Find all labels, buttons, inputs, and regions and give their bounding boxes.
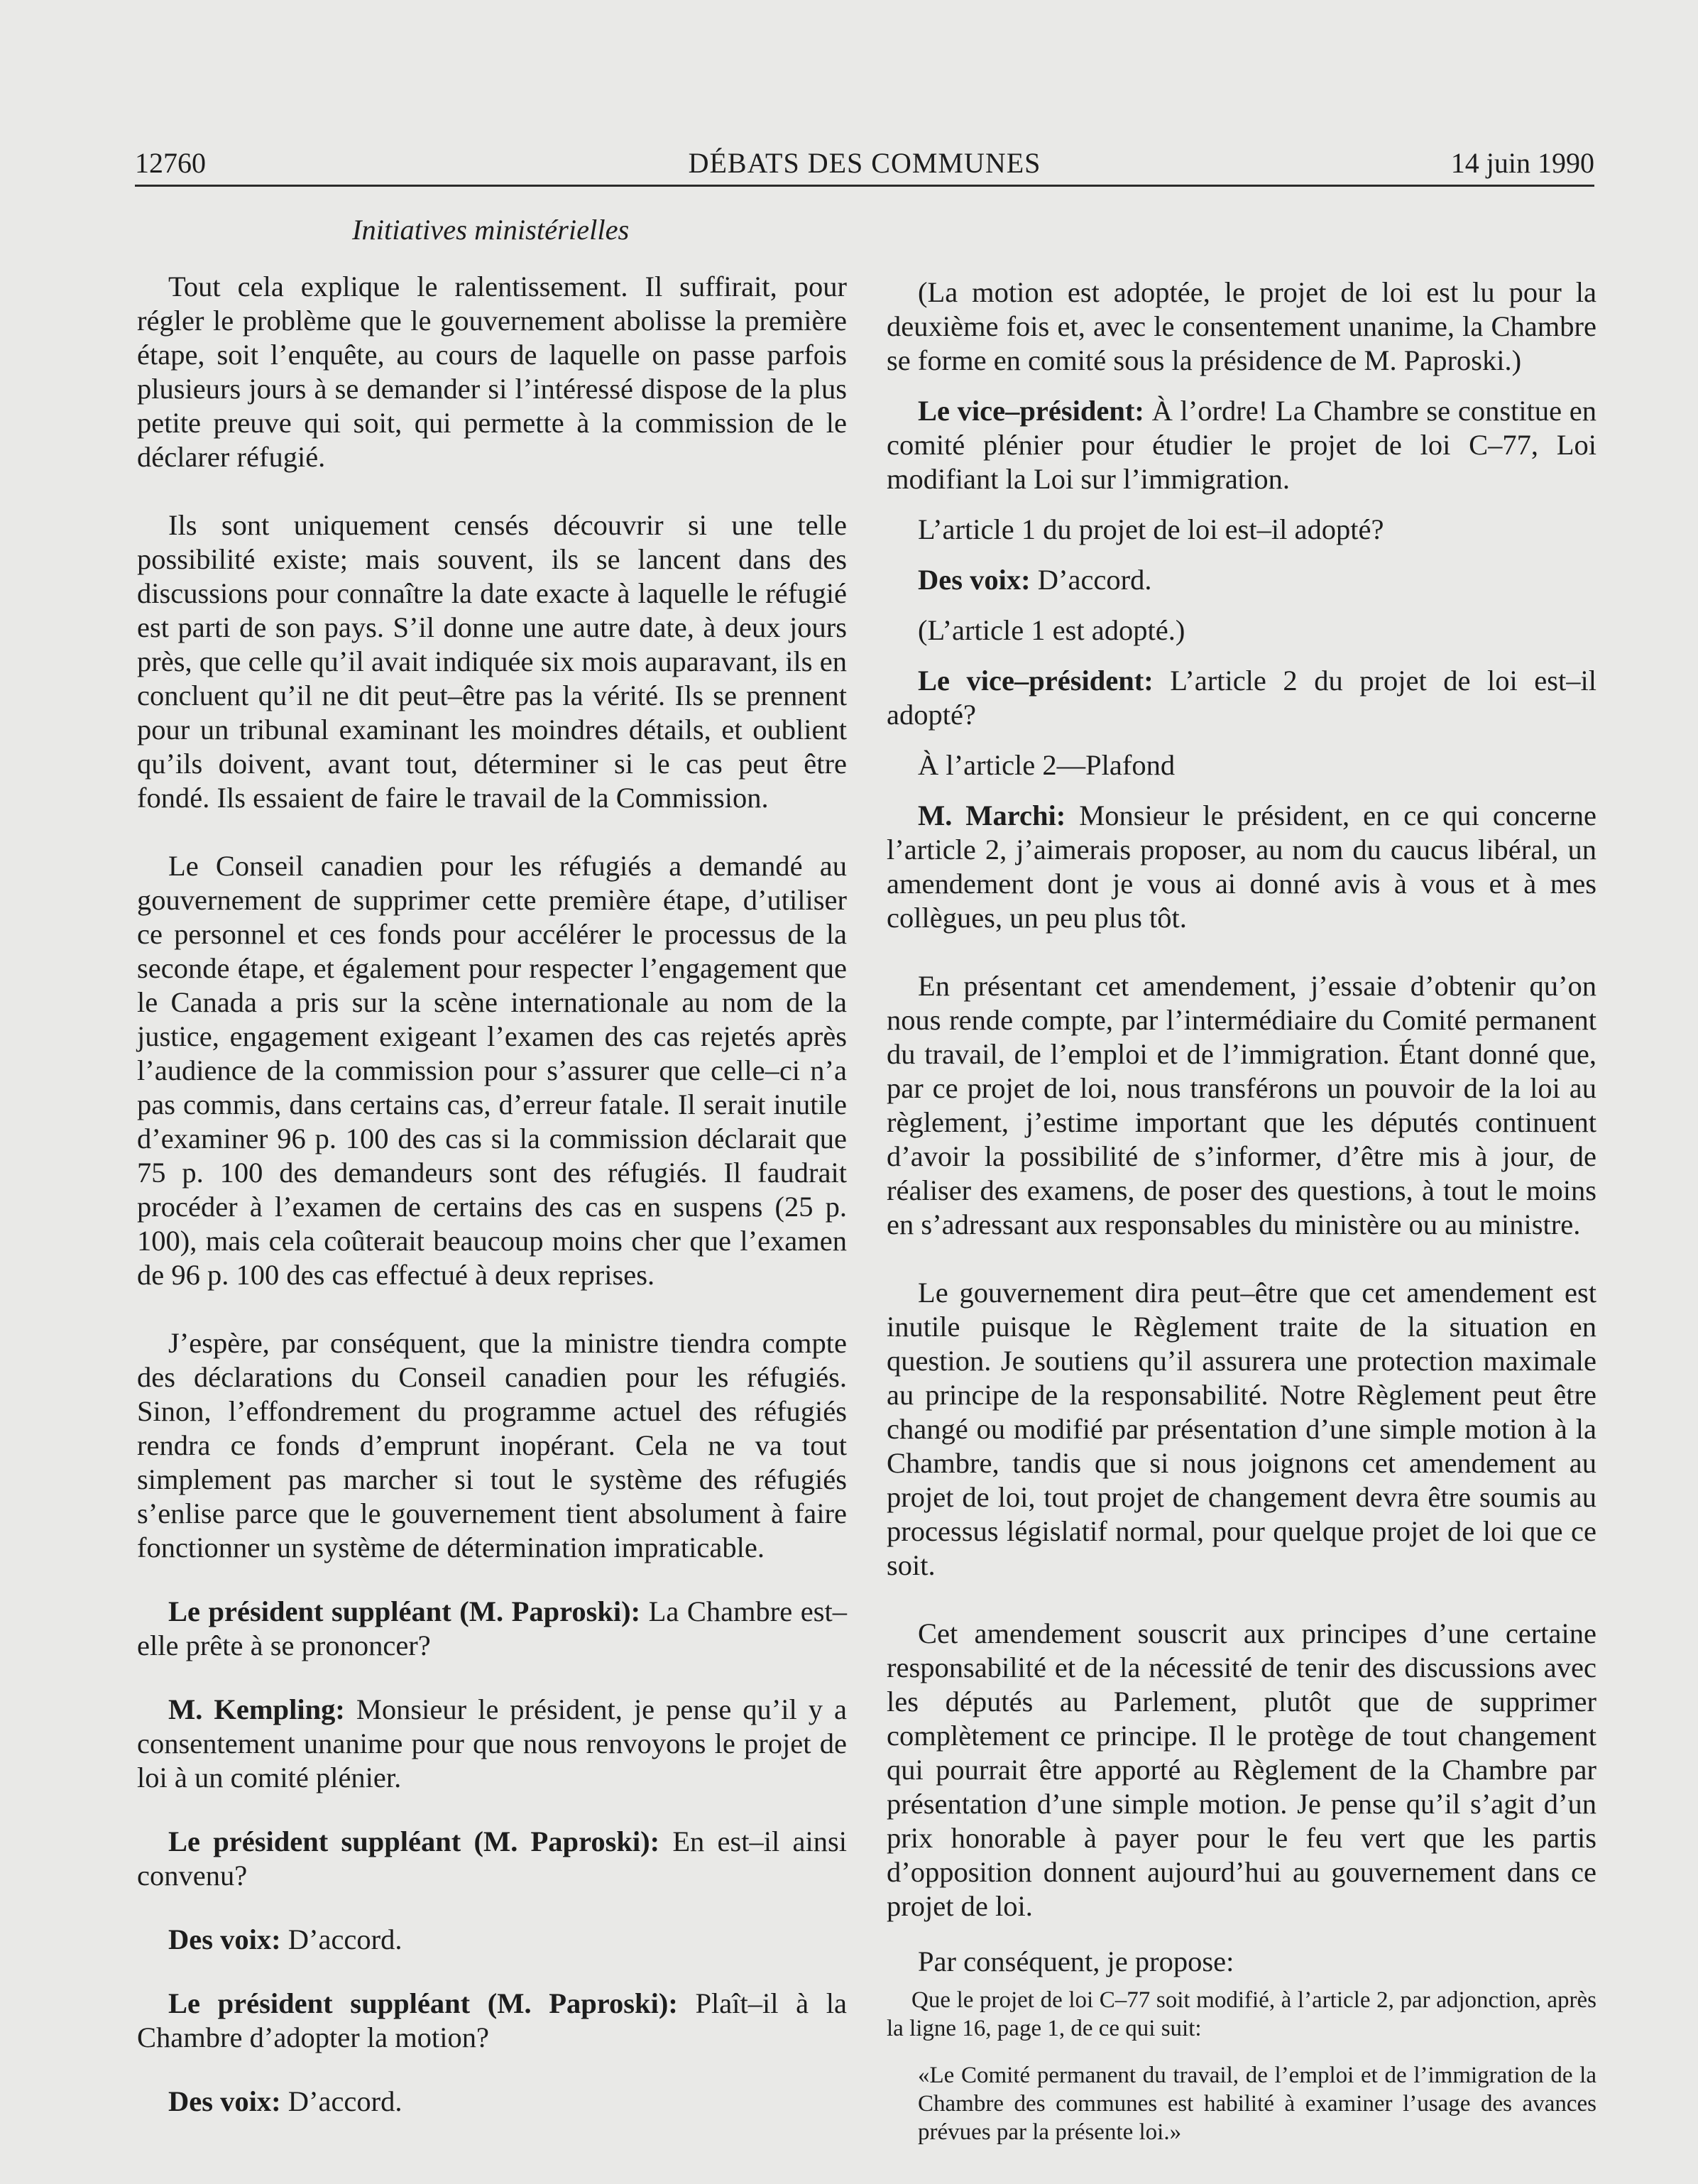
paragraph: (L’article 1 est adopté.) [918,614,1185,646]
speaker-name: Le président suppléant (M. Paproski): [168,1987,678,2019]
paragraph: J’espère, par conséquent, que la ministre tiendra compte des déclarations du Conseil canadien pour les réfugiés. Sinon, l’effondrement du programme actuel des réfugiés rendra ce fonds d’emprunt inopérant. Cela ne va tout simplement pas marcher si tout le système des réfugiés s’enlise parce que le gouvernement tient absolument à faire fonctionner un système de détermination impraticable. [137,1327,847,1563]
speaker-name: Le président suppléant (M. Paproski): [168,1595,641,1627]
paragraph: Tout cela explique le ralentissement. Il suffirait, pour régler le problème que le gouvernement abolisse la première étape, soit l’enquête, au cours de laquelle on passe parfois plusieurs jours à se demander si l’intéressé dispose de la plus petite preuve qui soit, qui permette à la commission de le déclarer réfugié. [137,271,847,473]
motion-text: Que le projet de loi C–77 soit modifié, à l’article 2, par adjonction, après la ligne 16, page 1, de ce qui suit: [887,1987,1596,2041]
page-header [135,142,1594,185]
speech-text: En est–il ainsi convenu? [137,1825,848,1891]
paragraph: À l’article 2—Plafond [918,749,1176,781]
speaker-name: Des voix: [918,564,1031,596]
speech [137,1693,847,1795]
speech-text: Monsieur le président, en ce qui concerne l’article 2, j’aimerais proposer, au nom du caucus libéral, un amendement dont je vous ai donné avis à vous et à mes collègues, un peu plus tôt. [887,799,1596,934]
speaker-name: Des voix: [168,2085,281,2117]
left-column [137,213,847,2119]
speech [887,799,1596,935]
speaker-name: M. Kempling: [168,1693,345,1725]
speech [887,664,1596,732]
speech [887,394,1596,496]
header-rule [135,185,1594,187]
paragraph: En présentant cet amendement, j’essaie d’obtenir qu’on nous rende compte, par l’intermédiaire du Comité permanent du travail, de l’emploi et de l’immigration. Étant donné que, par ce projet de loi, nous transférons un pouvoir de la loi au règlement, j’estime important que les députés continuent d’avoir la possibilité de s’informer, d’être mis à jour, de réaliser des examens, de poser des questions, à tout le moins en s’adressant aux responsables du ministère ou au ministre. [887,970,1596,1240]
right-column [887,275,1596,2146]
speech-text: L’article 2 du projet de loi est–il adopté? [887,665,1596,731]
speech-text: À l’ordre! La Chambre se constitue en comité plénier pour étudier le projet de loi C–77, Loi modifiant la Loi sur l’immigration. [887,395,1596,495]
speech-text: La Chambre est–elle prête à se prononcer? [137,1595,847,1661]
paragraph: (La motion est adoptée, le projet de loi est lu pour la deuxième fois et, avec le consentement unanime, la Chambre se forme en comité sous la présidence de M. Paproski.) [887,276,1596,376]
speaker-name: Le vice–président: [918,665,1154,697]
speaker-name: M. Marchi: [918,799,1066,831]
publication-date: 14 juin 1990 [1450,147,1594,179]
paragraph: Le gouvernement dira peut–être que cet amendement est inutile puisque le Règlement traite de la situation en question. Je soutiens qu’il assurera une protection maximale au principe de la responsabilité. Notre Règlement peut être changé ou modifié par présentation d’une simple motion à la Chambre, tandis que si nous joignons cet amendement au projet de loi, tout projet de changement devra être soumis au processus législatif normal, pour quelque projet de loi que ce soit. [887,1277,1596,1581]
speech-text: D’accord. [1030,564,1152,596]
speech [137,1987,847,2055]
speech-text: D’accord. [280,1923,402,1955]
page-number: 12760 [135,147,206,179]
speaker-name: Le président suppléant (M. Paproski): [168,1825,660,1857]
speech [137,1825,847,1893]
amendment-quote: «Le Comité permanent du travail, de l’emploi et de l’immigration de la Chambre des communes est habilité à examiner l’usage des avances prévues par la présente loi.» [918,2063,1596,2145]
speech-text: D’accord. [280,2085,402,2117]
section-heading: Initiatives ministérielles [352,214,630,246]
paragraph: Par conséquent, je propose: [918,1945,1234,1977]
publication-title: DÉBATS DES COMMUNES [688,147,1041,179]
paragraph: Le Conseil canadien pour les réfugiés a demandé au gouvernement de supprimer cette première étape, d’utiliser ce personnel et ces fonds pour accélérer le processus de la seconde étape, et également pour respecter l’engagement que le Canada a pris sur la scène internationale au nom de la justice, engagement exigeant l’examen des cas rejetés après l’audience de la commission pour s’assurer que celle–ci n’a pas commis, dans certains cas, d’erreur fatale. Il serait inutile d’examiner 96 p. 100 des cas si la commission déclarait que 75 p. 100 des demandeurs sont des réfugiés. Il faudrait procéder à l’examen de certains des cas en suspens (25 p. 100), mais cela coûterait beaucoup moins cher que l’examen de 96 p. 100 des cas effectué à deux reprises. [137,850,847,1291]
speech-text: Monsieur le président, je pense qu’il y a consentement unanime pour que nous renvoyons le projet de loi à un comité plénier. [137,1693,848,1793]
speaker-name: Le vice–président: [918,395,1144,427]
speech [137,2085,847,2119]
paragraph: Ils sont uniquement censés découvrir si une telle possibilité existe; mais souvent, ils se lancent dans des discussions pour connaître la date exacte à laquelle le réfugié est parti de son pays. S’il donne une autre date, à deux jours près, que celle qu’il avait indiquée six mois auparavant, ils en concluent qu’il ne dit peut–être pas la vérité. Ils se prennent pour un tribunal examinant les moindres détails, et oublient qu’ils doivent, avant tout, déterminer si le cas peut être fondé. Ils essaient de faire le travail de la Commission. [137,509,847,814]
paragraph: L’article 1 du projet de loi est–il adopté? [918,513,1384,545]
speech [137,1923,847,1957]
paragraph: Cet amendement souscrit aux principes d’une certaine responsabilité et de la nécessité de tenir des discussions avec les députés au Parlement, plutôt que de supprimer complètement ce principe. Il le protège de tout changement qui pourrait être apporté au Règlement de la Chambre par présentation d’une simple motion. Je pense qu’il s’agit d’un prix honorable à payer pour le feu vert que les partis d’opposition donnent aujourd’hui au gouvernement dans ce projet de loi. [887,1617,1596,1922]
speech [137,1595,847,1663]
speech-text: Plaît–il à la Chambre d’adopter la motion? [137,1987,848,2053]
speaker-name: Des voix: [168,1923,281,1955]
speech [887,563,1596,597]
